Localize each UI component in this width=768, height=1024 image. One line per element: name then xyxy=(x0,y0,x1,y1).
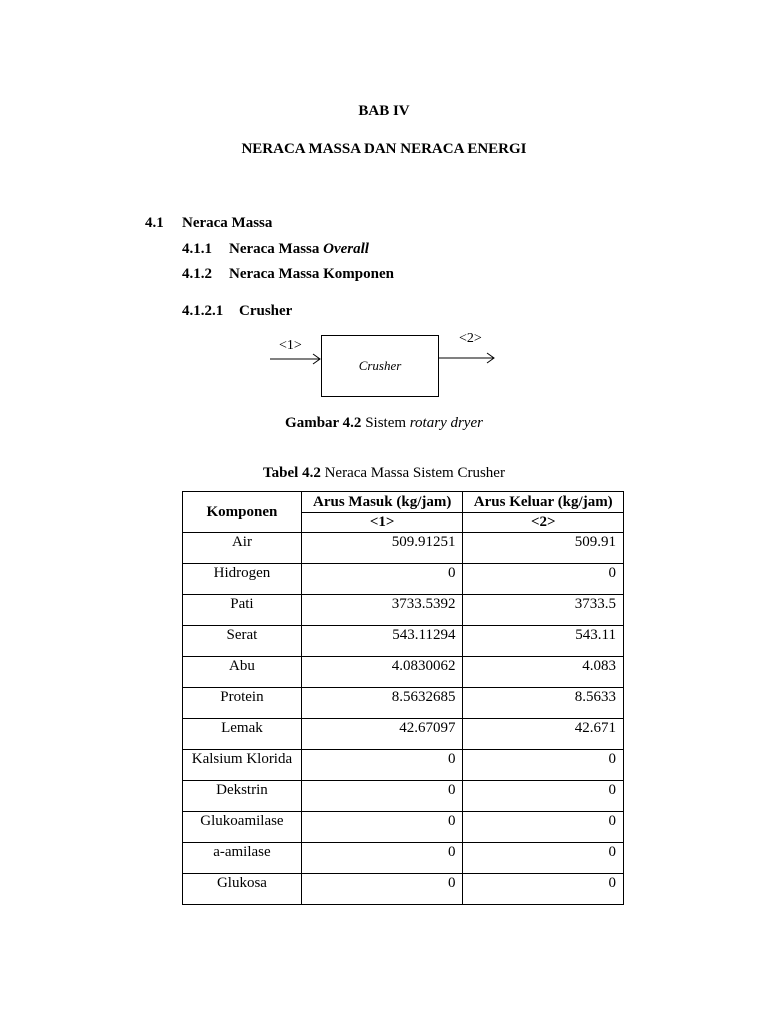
cell-out: 0 xyxy=(463,812,624,843)
chapter-title: NERACA MASSA DAN NERACA ENERGI xyxy=(241,141,527,157)
table-row xyxy=(183,657,624,688)
cell-out: 0 xyxy=(463,874,624,905)
table-caption xyxy=(0,465,768,482)
header-component: Komponen xyxy=(183,492,302,533)
cell-out: 509.91 xyxy=(463,533,624,564)
cell-component: Glukosa xyxy=(183,874,302,905)
cell-out: 4.083 xyxy=(463,657,624,688)
figure-caption-label: Gambar 4.2 xyxy=(285,415,362,431)
cell-in: 0 xyxy=(301,812,463,843)
cell-component: Air xyxy=(183,533,302,564)
stream-in-label: <1> xyxy=(279,338,302,353)
cell-in: 0 xyxy=(301,874,463,905)
header-in: Arus Masuk (kg/jam) xyxy=(301,492,463,513)
cell-component: Serat xyxy=(183,626,302,657)
section-title: Neraca Massa xyxy=(182,215,273,231)
cell-in: 0 xyxy=(301,750,463,781)
table-row xyxy=(183,533,624,564)
cell-in: 8.5632685 xyxy=(301,688,463,719)
figure-caption-text: Sistem xyxy=(361,415,410,431)
subsection-title-1-italic: Overall xyxy=(323,241,369,257)
figure-caption xyxy=(0,415,768,432)
cell-out: 42.671 xyxy=(463,719,624,750)
table-row xyxy=(183,874,624,905)
cell-out: 0 xyxy=(463,750,624,781)
cell-component: Abu xyxy=(183,657,302,688)
cell-component: Pati xyxy=(183,595,302,626)
table-row xyxy=(183,750,624,781)
table-caption-label: Tabel 4.2 xyxy=(263,465,321,481)
cell-component: a-amilase xyxy=(183,843,302,874)
crusher-unit-box: Crusher xyxy=(321,335,439,397)
cell-out: 8.5633 xyxy=(463,688,624,719)
cell-in: 0 xyxy=(301,781,463,812)
subsection-title-1-text: Neraca Massa xyxy=(229,241,324,257)
table-row xyxy=(183,843,624,874)
header-out-stream: <2> xyxy=(463,513,624,533)
cell-out: 0 xyxy=(463,781,624,812)
table-row xyxy=(183,812,624,843)
table-caption-text: Neraca Massa Sistem Crusher xyxy=(320,465,505,481)
table-row xyxy=(183,626,624,657)
subsubsection-number: 4.1.2.1 xyxy=(182,303,224,319)
subsubsection-title: Crusher xyxy=(239,303,293,319)
subsection-number-2: 4.1.2 xyxy=(182,266,212,282)
figure-caption-italic: rotary dryer xyxy=(409,415,483,431)
table-row xyxy=(183,564,624,595)
stream-out-label: <2> xyxy=(459,331,482,346)
cell-in: 3733.5392 xyxy=(301,595,463,626)
mass-balance-table xyxy=(182,491,624,905)
table-row xyxy=(183,781,624,812)
cell-out: 3733.5 xyxy=(463,595,624,626)
table-row xyxy=(183,595,624,626)
cell-component: Protein xyxy=(183,688,302,719)
table-row xyxy=(183,719,624,750)
cell-in: 4.0830062 xyxy=(301,657,463,688)
cell-in: 509.91251 xyxy=(301,533,463,564)
table-row xyxy=(183,688,624,719)
subsection-title-2: Neraca Massa Komponen xyxy=(229,266,394,282)
cell-out: 0 xyxy=(463,843,624,874)
cell-out: 0 xyxy=(463,564,624,595)
cell-out: 543.11 xyxy=(463,626,624,657)
cell-in: 42.67097 xyxy=(301,719,463,750)
cell-in: 0 xyxy=(301,564,463,595)
cell-component: Hidrogen xyxy=(183,564,302,595)
arrow-in-icon xyxy=(270,354,320,364)
cell-component: Glukoamilase xyxy=(183,812,302,843)
header-out: Arus Keluar (kg/jam) xyxy=(463,492,624,513)
section-number: 4.1 xyxy=(145,215,164,231)
cell-component: Lemak xyxy=(183,719,302,750)
table-header-row xyxy=(183,492,624,513)
header-in-stream: <1> xyxy=(301,513,463,533)
cell-component: Kalsium Klorida xyxy=(183,750,302,781)
subsection-number-1: 4.1.1 xyxy=(182,241,212,257)
chapter-heading: BAB IV xyxy=(358,103,410,119)
cell-component: Dekstrin xyxy=(183,781,302,812)
arrow-out-icon xyxy=(439,353,494,363)
cell-in: 0 xyxy=(301,843,463,874)
cell-in: 543.11294 xyxy=(301,626,463,657)
